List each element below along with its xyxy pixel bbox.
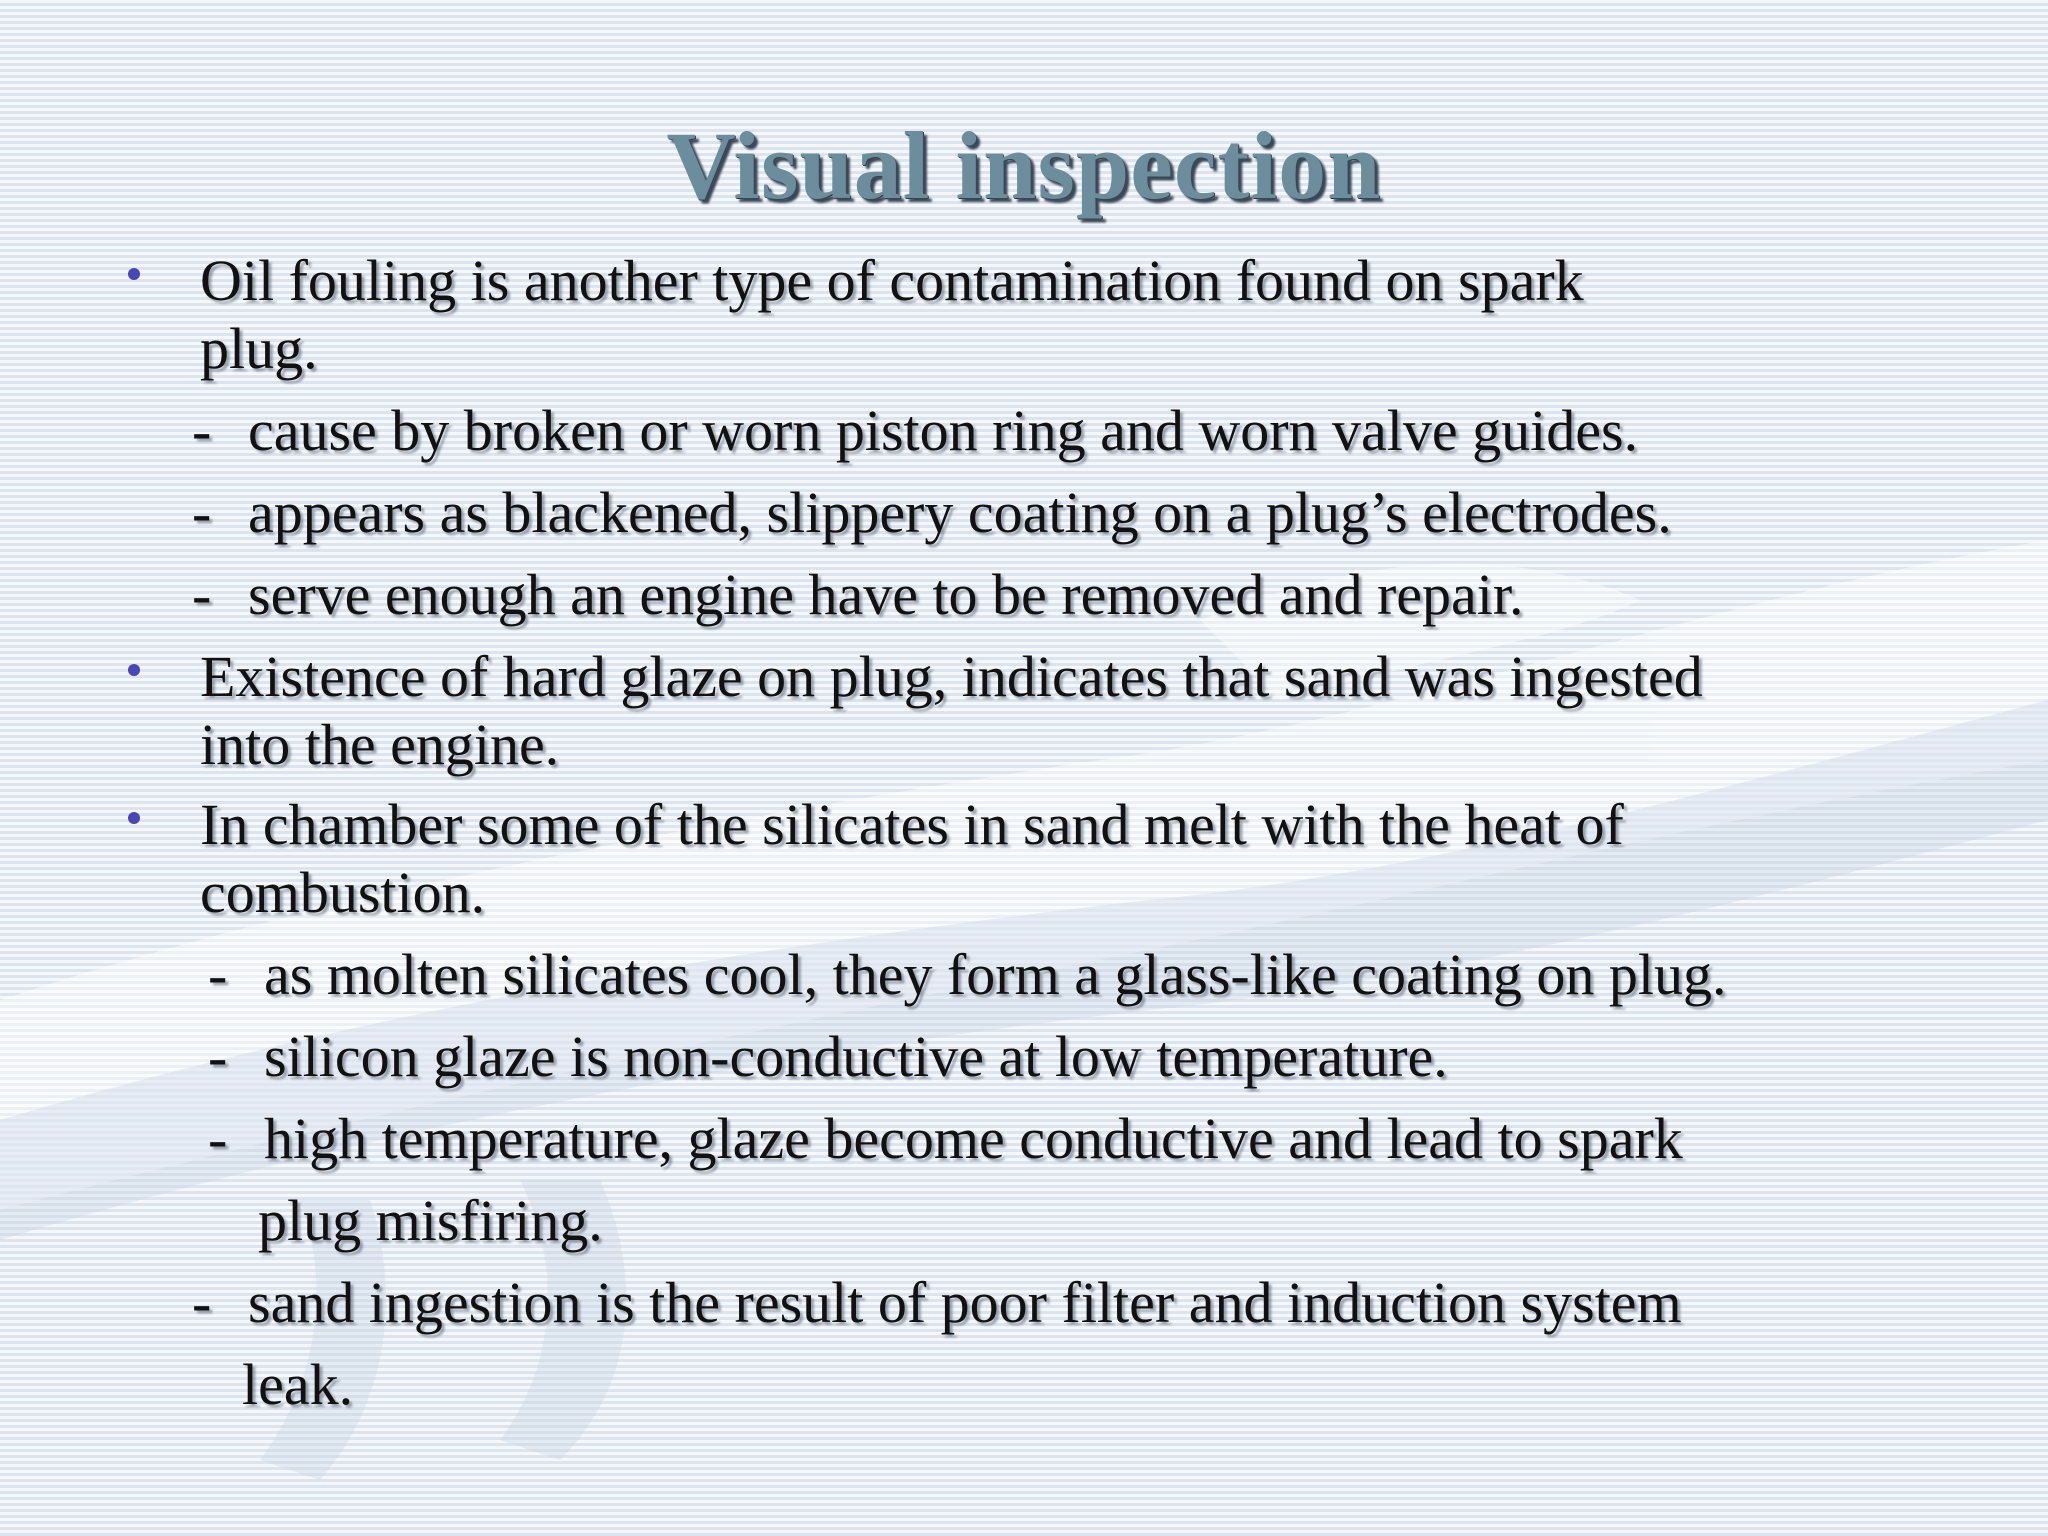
dash-marker: -	[192, 562, 212, 627]
dash-marker: -	[192, 1270, 212, 1335]
bullet-text: combustion.	[200, 860, 486, 925]
bullet-marker	[128, 812, 140, 824]
bullet-text: Oil fouling is another type of contamination found on spark	[200, 248, 1584, 313]
bullet-marker	[128, 664, 140, 676]
bullet-text: In chamber some of the silicates in sand melt with the heat of	[200, 792, 1624, 857]
dash-marker: -	[192, 398, 212, 463]
sub-item-text: leak.	[242, 1352, 354, 1417]
sub-item-text: as molten silicates cool, they form a glass-like coating on plug.	[264, 942, 1727, 1007]
sub-item-text: high temperature, glaze become conductive and lead to spark	[264, 1106, 1683, 1171]
bullet-text: plug.	[200, 316, 318, 381]
dash-marker: -	[208, 942, 228, 1007]
bullet-text: Existence of hard glaze on plug, indicates that sand was ingested	[200, 644, 1703, 709]
sub-item-text: cause by broken or worn piston ring and worn valve guides.	[248, 398, 1639, 463]
dash-marker: -	[208, 1024, 228, 1089]
sub-item-text: silicon glaze is non-conductive at low temperature.	[264, 1024, 1448, 1089]
bullet-text: into the engine.	[200, 712, 560, 777]
sub-item-text: sand ingestion is the result of poor filter and induction system	[248, 1270, 1682, 1335]
dash-marker: -	[192, 480, 212, 545]
sub-item-text: serve enough an engine have to be removed and repair.	[248, 562, 1524, 627]
dash-marker: -	[208, 1106, 228, 1171]
sub-item-text: plug misfiring.	[258, 1188, 603, 1253]
bullet-marker	[128, 268, 140, 280]
slide-title: Visual inspection	[666, 112, 1382, 219]
sub-item-text: appears as blackened, slippery coating on a plug’s electrodes.	[248, 480, 1672, 545]
